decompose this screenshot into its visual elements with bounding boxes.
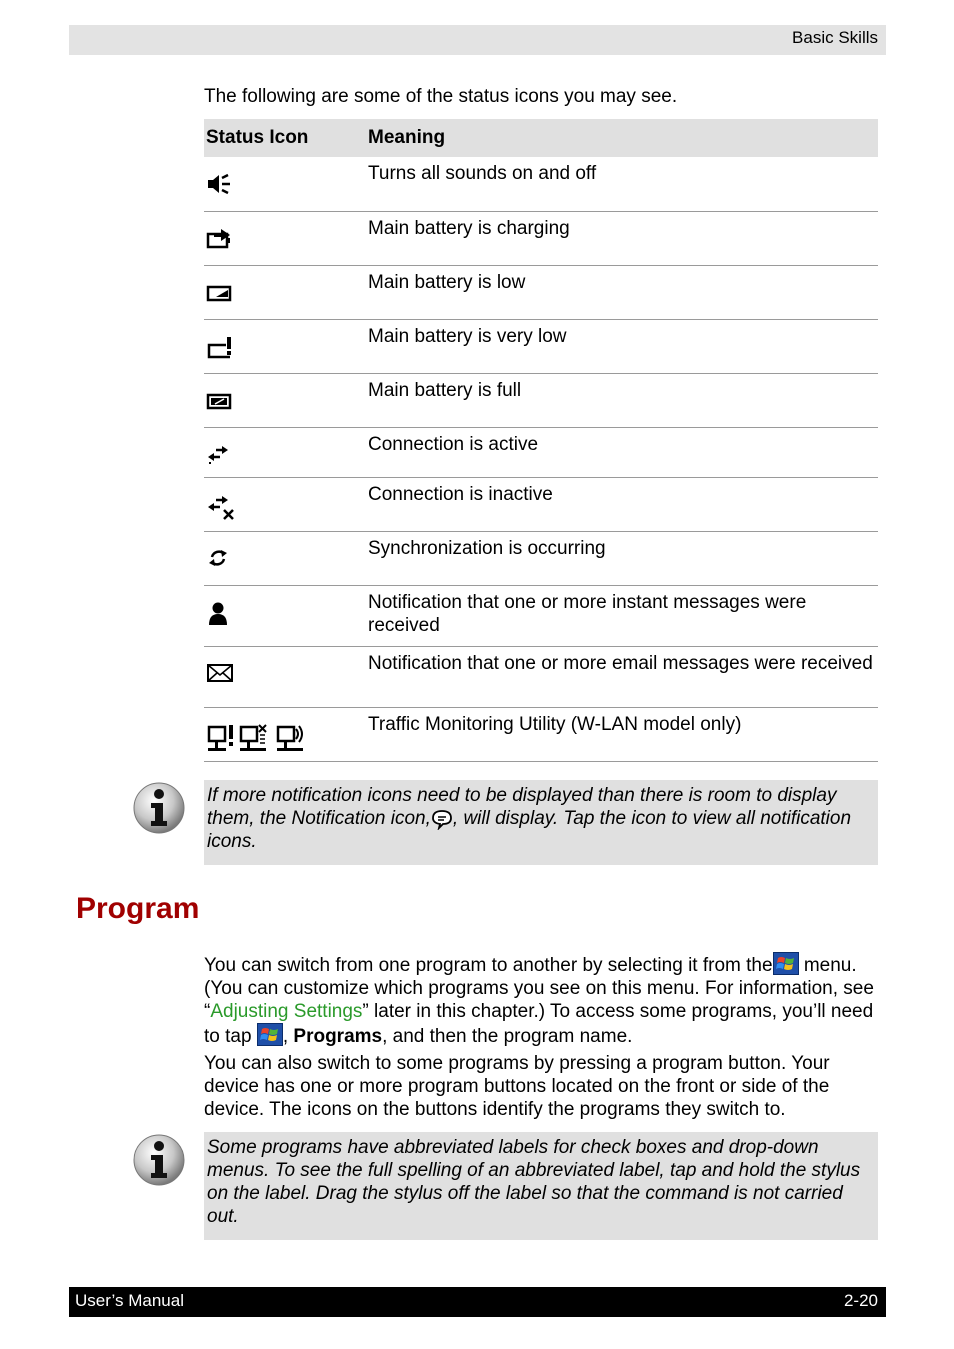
row-meaning: Main battery is charging xyxy=(362,211,878,265)
intro-text: The following are some of the status icons you may see. xyxy=(204,86,678,107)
note-notification-icons xyxy=(204,780,878,865)
info-icon xyxy=(132,1133,186,1187)
status-icon-table xyxy=(204,119,878,762)
para1-part1: You can switch from one program to another by selecting it from the xyxy=(204,955,773,976)
para1-part2: menu. (You can customize which programs you see on this menu. For information, see “ xyxy=(204,955,874,1022)
para1-part3: ” later in this chapter.) To access some programs, you’ll need to tap xyxy=(204,1001,874,1047)
table-row xyxy=(204,477,878,531)
row-meaning: Traffic Monitoring Utility (W-LAN model only) xyxy=(362,707,878,761)
note-abbreviated-labels: Some programs have abbreviated labels for check boxes and drop-down menus. To see the full spelling of an abbreviated label, tap and hold the stylus on the label. Drag the stylus off the label so that the command is not carried out. xyxy=(204,1132,878,1240)
table-row xyxy=(204,157,878,211)
sync-icon xyxy=(206,547,230,569)
row-meaning: Main battery is low xyxy=(362,265,878,319)
note1-text-after: , will display. Tap the icon to view all notification icons. xyxy=(207,808,852,852)
speaker-muted-icon xyxy=(206,172,234,196)
para1-part5: , and then the program name. xyxy=(382,1026,633,1047)
table-row xyxy=(204,707,878,761)
instant-message-icon xyxy=(206,601,230,627)
battery-full-icon xyxy=(206,389,234,413)
table-row xyxy=(204,265,878,319)
row-meaning: Connection is active xyxy=(362,427,878,477)
table-row xyxy=(204,319,878,373)
table-row xyxy=(204,373,878,427)
battery-very-low-icon xyxy=(206,335,234,361)
program-paragraph-2: You can also switch to some programs by pressing a program button. Your device has one or more program buttons located on the front or side of the device. The icons on the buttons identify the programs they switch to. xyxy=(204,1053,830,1120)
notification-bubble-icon xyxy=(431,808,453,830)
table-row xyxy=(204,531,878,585)
row-meaning: Notification that one or more instant messages were received xyxy=(362,585,878,646)
info-icon xyxy=(132,781,186,835)
footer-manual-title: User’s Manual xyxy=(75,1291,184,1310)
table-row xyxy=(204,427,878,477)
page-header xyxy=(69,25,886,55)
battery-low-icon xyxy=(206,281,234,305)
email-icon xyxy=(206,662,234,684)
row-meaning: Turns all sounds on and off xyxy=(362,157,878,211)
row-meaning: Notification that one or more email messages were received xyxy=(362,646,878,707)
programs-bold: Programs xyxy=(293,1026,383,1047)
program-paragraph-1 xyxy=(204,952,884,1048)
table-row xyxy=(204,211,878,265)
header-title: Basic Skills xyxy=(792,28,878,47)
table-row xyxy=(204,646,878,707)
windows-start-icon xyxy=(773,952,799,975)
note1-text-before: If more notification icons need to be displayed than there is room to display them, the Notification icon, xyxy=(207,785,837,829)
row-meaning: Main battery is very low xyxy=(362,319,878,373)
page-number: 2-20 xyxy=(843,1291,878,1310)
wlan-traffic-icons xyxy=(206,723,306,753)
adjusting-settings-link[interactable]: Adjusting Settings xyxy=(210,1001,363,1022)
table-header-row xyxy=(204,119,878,157)
column-header-status-icon: Status Icon xyxy=(204,119,362,157)
para1-part4: , xyxy=(282,1026,294,1047)
windows-start-icon xyxy=(257,1023,283,1046)
connection-inactive-icon xyxy=(206,493,236,521)
row-meaning: Connection is inactive xyxy=(362,477,878,531)
page-footer xyxy=(69,1287,886,1317)
connection-active-icon xyxy=(206,443,230,465)
battery-charging-icon xyxy=(206,227,234,251)
row-meaning: Synchronization is occurring xyxy=(362,531,878,585)
section-heading-program: Program xyxy=(76,892,200,925)
column-header-meaning: Meaning xyxy=(362,119,878,157)
table-row xyxy=(204,585,878,646)
row-meaning: Main battery is full xyxy=(362,373,878,427)
